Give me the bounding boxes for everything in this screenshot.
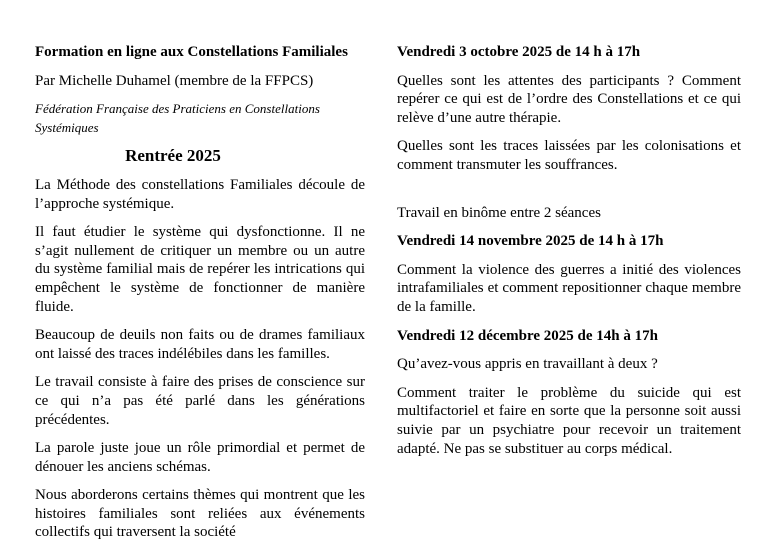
method-paragraph: Il faut étudier le système qui dysfonctionne. Il ne s’agit nullement de critiquer un membre ou un autre du système familial mais de repérer les intrications qui empêchent le système de fonctionner de manière fluide. xyxy=(35,224,365,315)
deuils-paragraph: Beaucoup de deuils non faits ou de drames familiaux ont laissé des traces indélébiles dans les familles. xyxy=(35,327,365,362)
document-title: Formation en ligne aux Constellations Familiales xyxy=(35,44,348,60)
author-line: Par Michelle Duhamel (membre de la FFPCS) xyxy=(35,72,314,89)
session-3-paragraph: Qu’avez-vous appris en travaillant à deux ? xyxy=(397,356,658,373)
interlude-note: Travail en binôme entre 2 séances xyxy=(397,204,601,221)
left-column xyxy=(35,43,365,547)
session-year-title: Rentrée 2025 xyxy=(125,146,221,166)
session-1-date-heading: Vendredi 3 octobre 2025 de 14 h à 17h xyxy=(397,44,641,60)
session-1-paragraph: Quelles sont les attentes des participants ? Comment repérer ce qui est de l’ordre des Constellations et ce qui relève d’une autre thérapie. xyxy=(397,72,741,126)
intro-paragraph: La Méthode des constellations Familiales découle de l’approche systémique. xyxy=(35,176,365,212)
parole-paragraph: La parole juste joue un rôle primordial et permet de dénouer les anciens schémas. xyxy=(35,440,365,475)
themes-paragraph: Nous aborderons certains thèmes qui montrent que les histoires familiales sont reliées aux événements collectifs qui traversent la société xyxy=(35,487,365,541)
session-3-paragraph: Comment traiter le problème du suicide qui est multifactoriel et faire en sorte que la personne soit aussi suivie par un psychiatre pour recevoir un traitement adapté. Ne pas se substituer au corps médical. xyxy=(397,384,741,457)
session-2-paragraph: Comment la violence des guerres a initié des violences intrafamiliales et comment repositionner chaque membre de la famille. xyxy=(397,261,741,315)
session-3-date-heading: Vendredi 12 décembre 2025 de 14h à 17h xyxy=(397,327,658,344)
travail-paragraph: Le travail consiste à faire des prises de conscience sur ce qui n’a pas été parlé dans les générations précédentes. xyxy=(35,374,365,428)
federation-subtitle: Fédération Française des Praticiens en Constellations Systémiques xyxy=(35,101,320,135)
right-column xyxy=(397,43,741,547)
session-1-paragraph: Quelles sont les traces laissées par les colonisations et comment transmuter les souffrances. xyxy=(397,138,741,173)
session-2-date-heading: Vendredi 14 novembre 2025 de 14 h à 17h xyxy=(397,233,664,250)
